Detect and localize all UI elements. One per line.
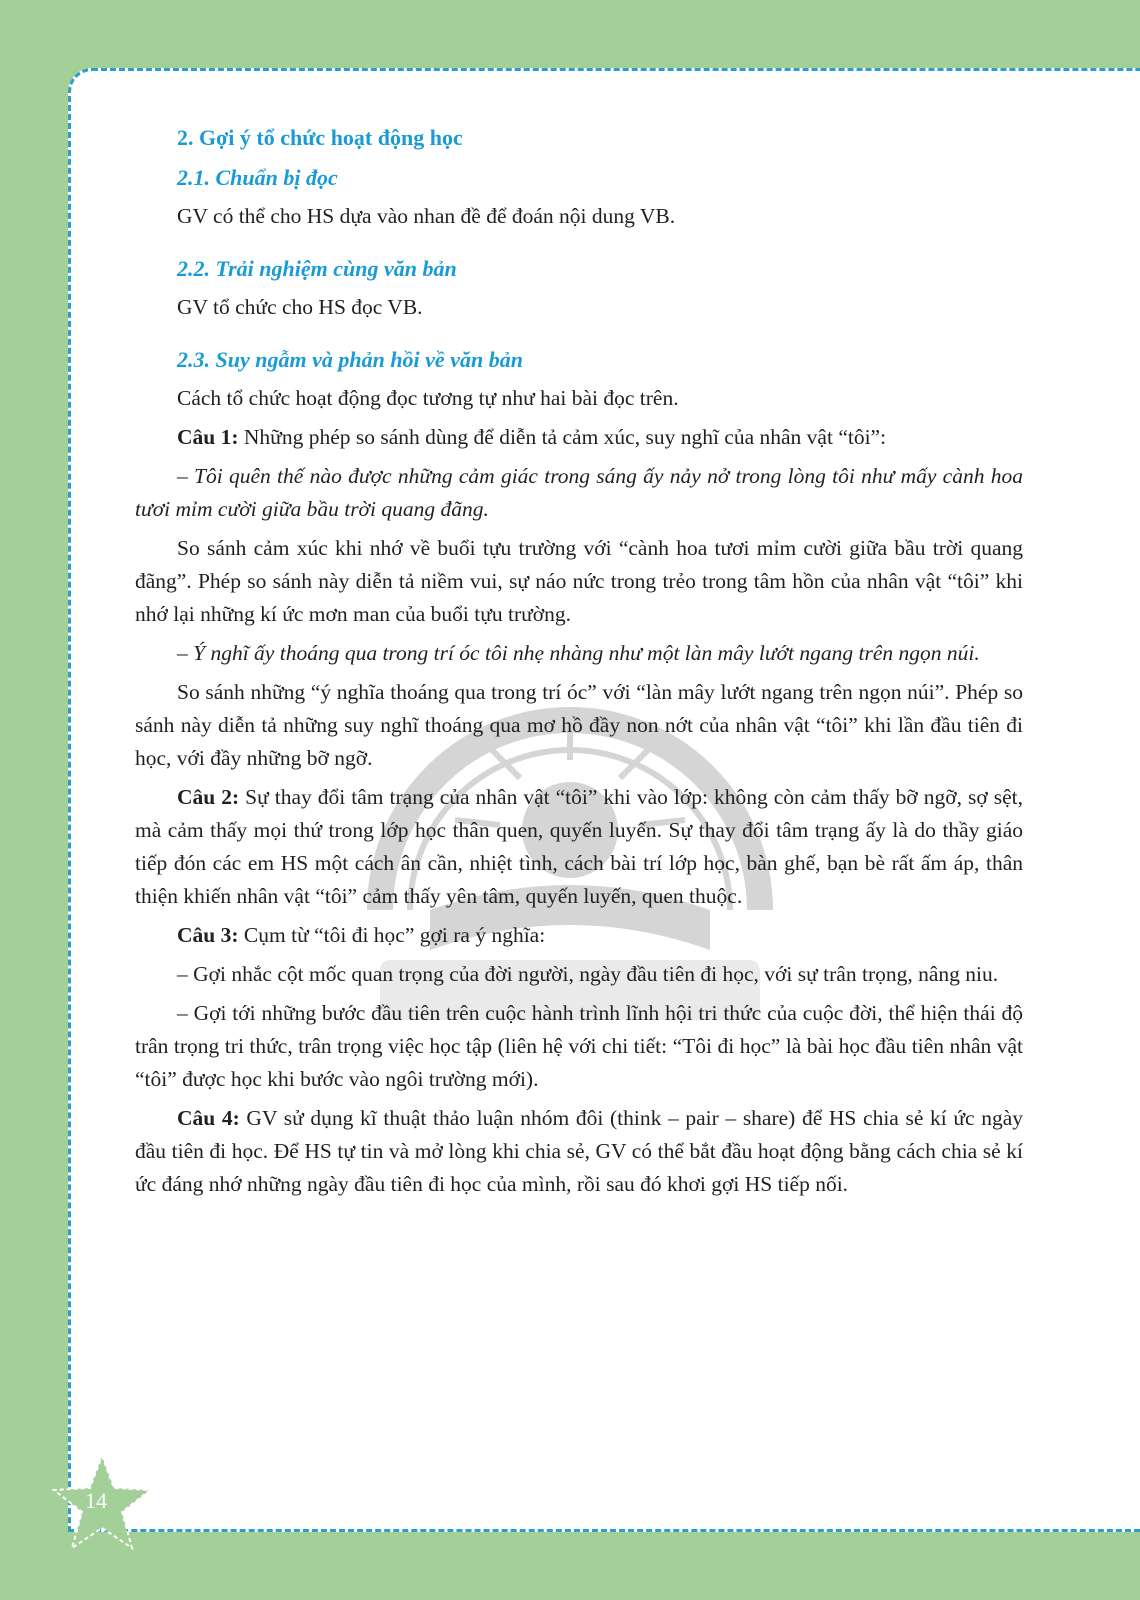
question-4-text: GV sử dụng kĩ thuật thảo luận nhóm đôi (think – pair – share) để HS chia sẻ kí ức ngày đầu tiên đi học. Để HS tự tin và mở lòng khi chia sẻ, GV có thể bắt đầu hoạt động bằng cách chia sẻ kí ức đáng nhớ những ngày đầu tiên đi học của mình, rồi sau đó khơi gợi HS tiếp nối. xyxy=(135,1106,1023,1196)
question-3-label: Câu 3: xyxy=(177,923,239,947)
question-2 xyxy=(135,781,1023,913)
question-1-explanation-1: So sánh cảm xúc khi nhớ về buổi tựu trường với “cành hoa tươi mỉm cười giữa bầu trời quang đãng”. Phép so sánh này diễn tả niềm vui, sự náo nức trong trẻo trong tâm hồn của nhân vật “tôi” khi nhớ lại những kí ức mơn man của buổi tựu trường. xyxy=(135,536,1023,626)
question-3 xyxy=(135,919,1023,952)
question-1-text: Những phép so sánh dùng để diễn tả cảm xúc, suy nghĩ của nhân vật “tôi”: xyxy=(238,425,887,449)
question-4-label: Câu 4: xyxy=(177,1106,240,1130)
question-2-label: Câu 2: xyxy=(177,785,240,809)
subheading-experience-text: 2.2. Trải nghiệm cùng văn bản xyxy=(177,256,457,281)
question-1-label: Câu 1: xyxy=(177,425,239,449)
page-number: 14 xyxy=(85,1488,107,1513)
subheading-prepare-reading: 2.1. Chuẩn bị đọc xyxy=(177,165,338,190)
question-3-item-1: – Gợi nhắc cột mốc quan trọng của đời người, ngày đầu tiên đi học, với sự trân trọng, nâng niu. xyxy=(177,962,999,986)
section-heading: 2. Gợi ý tổ chức hoạt động học xyxy=(177,125,463,150)
question-1 xyxy=(135,421,1023,454)
subheading-reflect-text: 2.3. Suy ngẫm và phản hồi về văn bản xyxy=(177,347,523,372)
paragraph-experience-text: GV tổ chức cho HS đọc VB. xyxy=(177,295,423,319)
paragraph-prepare-reading: GV có thể cho HS dựa vào nhan đề để đoán nội dung VB. xyxy=(177,204,676,228)
page-content xyxy=(135,122,1023,1207)
question-1-quote-1: – Tôi quên thế nào được những cảm giác trong sáng ấy nảy nở trong lòng tôi như mấy cành hoa tươi mỉm cười giữa bầu trời quang đãng. xyxy=(135,464,1023,521)
question-1-quote-2: – Ý nghĩ ấy thoáng qua trong trí óc tôi nhẹ nhàng như một làn mây lướt ngang trên ngọn núi. xyxy=(177,641,980,665)
question-3-item-2: – Gợi tới những bước đầu tiên trên cuộc hành trình lĩnh hội tri thức của cuộc đời, thể hiện thái độ trân trọng tri thức, trân trọng việc học tập (liên hệ với chi tiết: “Tôi đi học” là bài học đầu tiên nhân vật “tôi” được học khi bước vào ngôi trường mới). xyxy=(135,1001,1023,1091)
question-4 xyxy=(135,1102,1023,1201)
question-2-text: Sự thay đổi tâm trạng của nhân vật “tôi” khi vào lớp: không còn cảm thấy bỡ ngỡ, sợ sệt, mà cảm thấy mọi thứ trong lớp học thân quen, quyến luyến. Sự thay đổi tâm trạng ấy là do thầy giáo tiếp đón các em HS một cách ân cần, nhiệt tình, cách bài trí lớp học, bàn ghế, bạn bè rất ấm áp, thân thiện khiến nhân vật “tôi” cảm thấy yên tâm, quyến luyến, quen thuộc. xyxy=(135,785,1023,908)
question-1-explanation-2: So sánh những “ý nghĩa thoáng qua trong trí óc” với “làn mây lướt ngang trên ngọn núi”. Phép so sánh này diễn tả những suy nghĩ thoáng qua mơ hồ đầy non nớt của nhân vật “tôi” khi lần đầu tiên đi học, với đầy những bỡ ngỡ. xyxy=(135,680,1023,770)
paragraph-reflect-text: Cách tổ chức hoạt động đọc tương tự như hai bài đọc trên. xyxy=(177,386,679,410)
question-3-text: Cụm từ “tôi đi học” gợi ra ý nghĩa: xyxy=(238,923,546,947)
